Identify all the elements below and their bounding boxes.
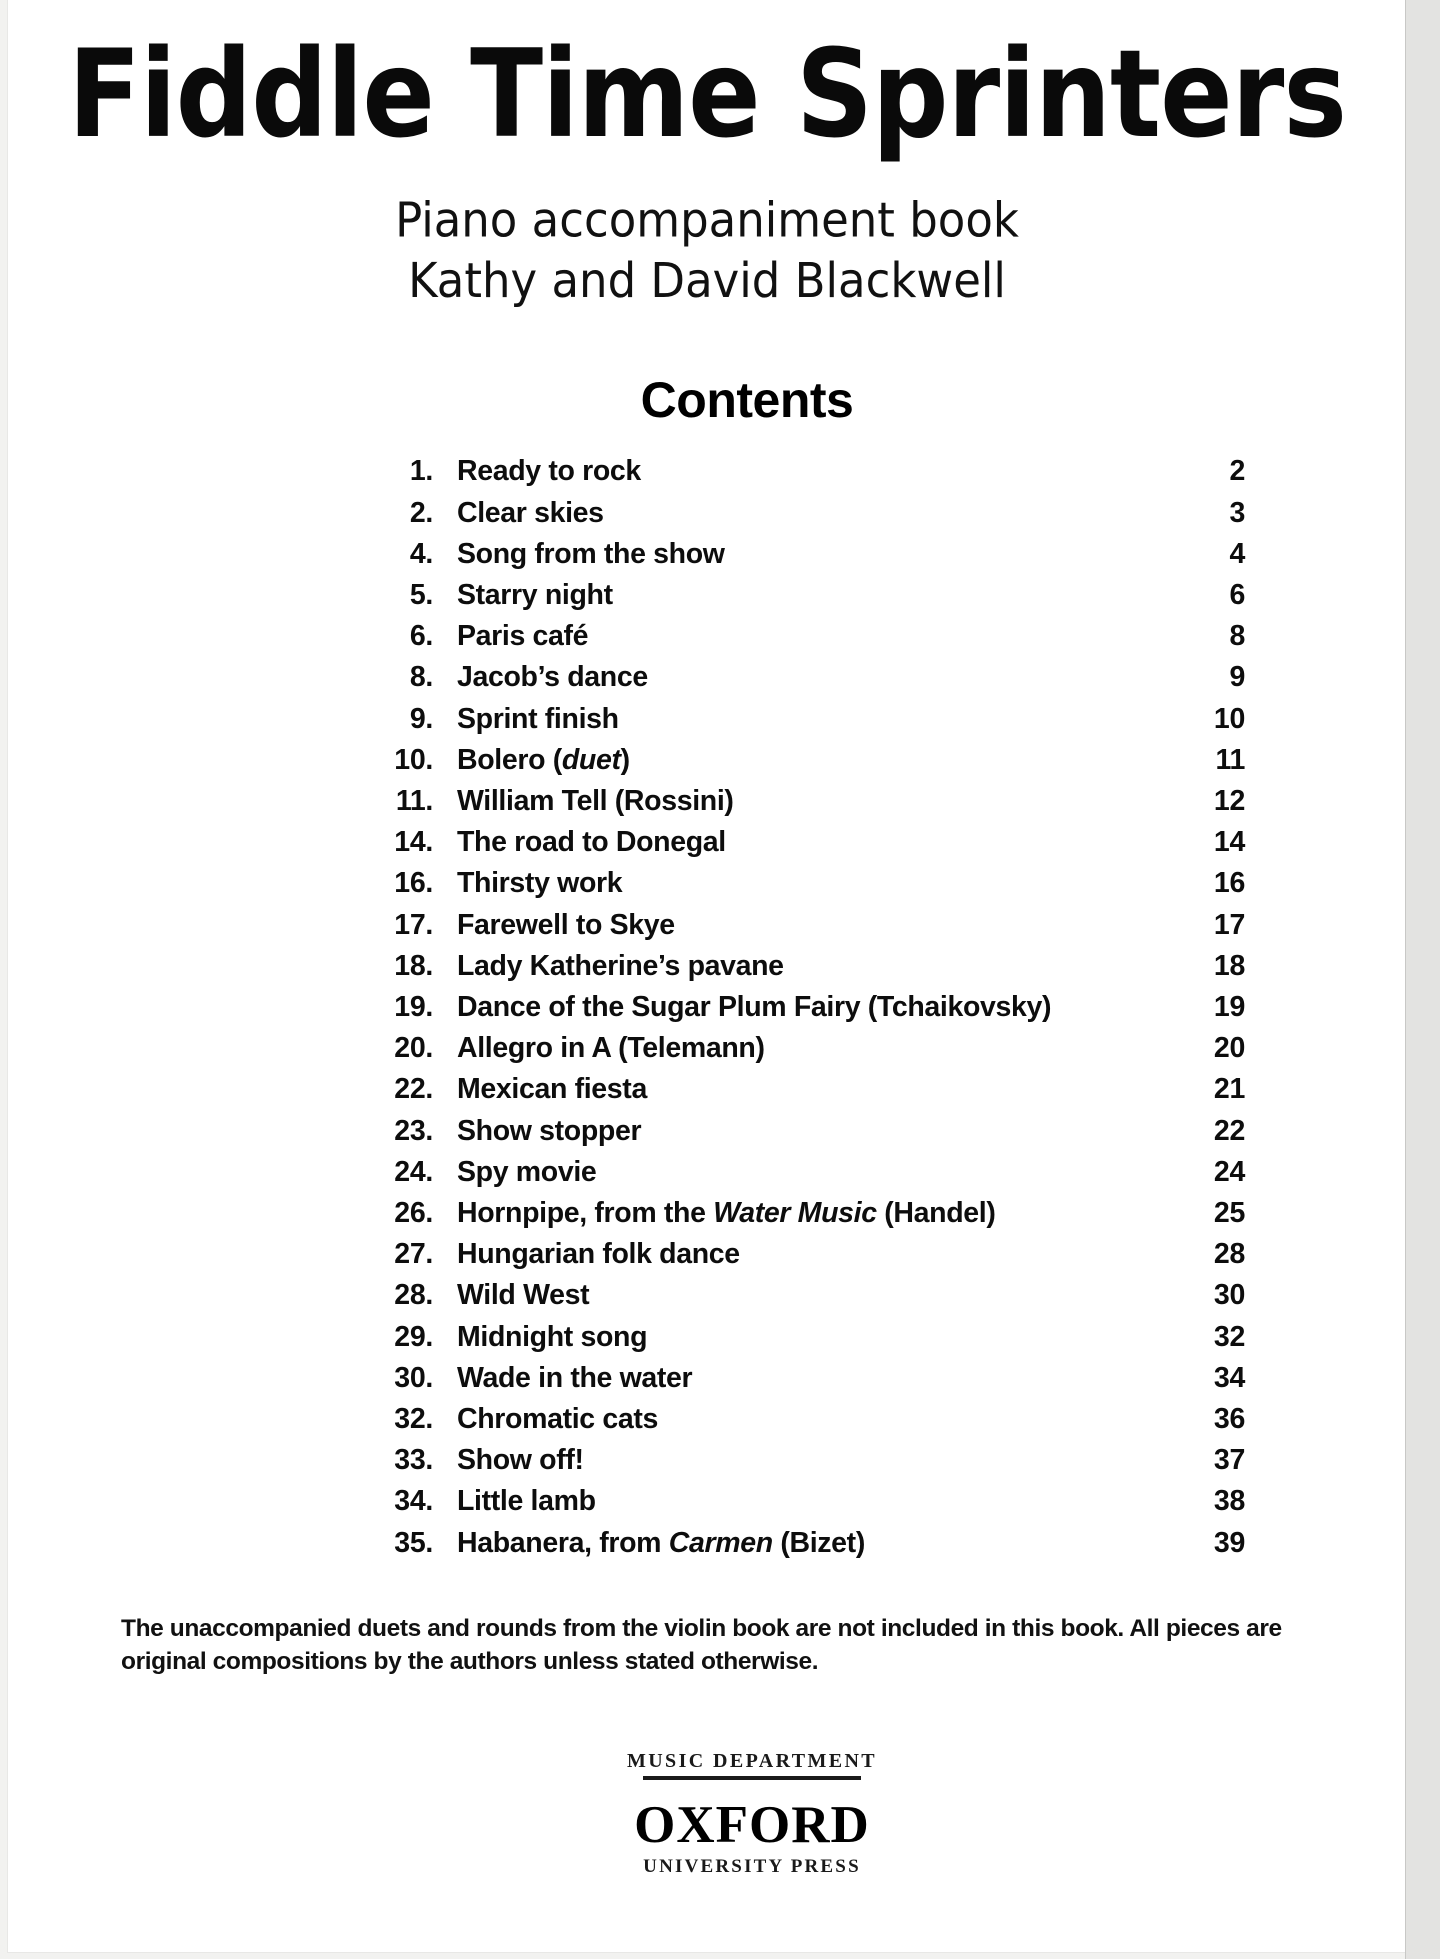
contents-entry[interactable] xyxy=(375,493,1245,534)
contents-entry[interactable] xyxy=(375,699,1245,740)
contents-entry-number: 8. xyxy=(409,661,433,694)
publisher-logo xyxy=(8,1750,1406,1878)
title-block xyxy=(8,0,1406,309)
contents-entry-number: 35. xyxy=(394,1526,433,1559)
contents-entry-page: 20 xyxy=(1213,1032,1245,1065)
contents-entry[interactable] xyxy=(375,822,1245,863)
contents-entry-number: 24. xyxy=(394,1155,433,1188)
page-title: Fiddle Time Sprinters xyxy=(67,25,1347,166)
contents-entry-title: Bolero (duet) xyxy=(457,743,630,776)
contents-entry-number: 14. xyxy=(394,826,433,859)
contents-entry-number: 17. xyxy=(394,908,433,941)
contents-entry-title: Song from the show xyxy=(457,537,725,570)
contents-entry-title: Dance of the Sugar Plum Fairy (Tchaikovsky) xyxy=(457,990,1052,1023)
contents-entry-title: Lady Katherine’s pavane xyxy=(457,949,784,982)
contents-entry-page: 8 xyxy=(1229,620,1245,653)
contents-entry[interactable] xyxy=(375,616,1245,657)
contents-entry-page: 14 xyxy=(1213,826,1245,859)
contents-entry-title: Little lamb xyxy=(457,1485,596,1518)
contents-entry-title: Clear skies xyxy=(457,496,604,529)
contents-entry-number: 1. xyxy=(409,455,433,488)
subtitle: Piano accompaniment book xyxy=(395,191,1019,249)
contents-entry[interactable] xyxy=(375,534,1245,575)
contents-entry-title: William Tell (Rossini) xyxy=(457,784,734,817)
contents-entry-page: 4 xyxy=(1229,537,1245,570)
contents-entry-title: Chromatic cats xyxy=(457,1403,659,1436)
contents-entry-title: Sprint finish xyxy=(457,702,619,735)
contents-entry-page: 28 xyxy=(1213,1238,1245,1271)
contents-heading: Contents xyxy=(640,372,854,429)
contents-entry-page: 39 xyxy=(1213,1526,1245,1559)
contents-entry-page: 24 xyxy=(1213,1155,1245,1188)
contents-entry-page: 17 xyxy=(1213,908,1245,941)
contents-entry-title: Hornpipe, from the Water Music (Handel) xyxy=(457,1197,996,1229)
contents-entry-page: 9 xyxy=(1229,661,1245,694)
contents-entry[interactable] xyxy=(375,740,1245,781)
contents-entry[interactable] xyxy=(375,1111,1245,1152)
contents-entry-number: 10. xyxy=(394,743,433,776)
contents-entry-number: 4. xyxy=(409,537,433,570)
contents-entry-page: 19 xyxy=(1213,990,1245,1023)
contents-entry-page: 16 xyxy=(1213,867,1245,900)
contents-entry-title: Ready to rock xyxy=(457,455,641,488)
contents-entry-page: 21 xyxy=(1213,1073,1245,1106)
contents-entry[interactable] xyxy=(375,1399,1245,1440)
contents-entry-page: 6 xyxy=(1229,578,1245,611)
contents-entry-page: 22 xyxy=(1213,1114,1245,1147)
page-content xyxy=(8,0,1406,1952)
contents-entry[interactable] xyxy=(375,1275,1245,1316)
contents-entry-title: Spy movie xyxy=(457,1155,597,1188)
contents-entry-number: 11. xyxy=(395,784,433,817)
contents-entry-number: 9. xyxy=(409,702,433,735)
contents-entry-title: Show stopper xyxy=(457,1114,642,1147)
contents-entry-number: 22. xyxy=(394,1073,433,1106)
contents-entry-title: Midnight song xyxy=(457,1320,648,1353)
contents-entry[interactable] xyxy=(375,1152,1245,1193)
contents-entry-page: 34 xyxy=(1213,1361,1245,1394)
contents-entry[interactable] xyxy=(375,1481,1245,1522)
contents-entry-page: 25 xyxy=(1213,1197,1245,1229)
contents-entry-title: Hungarian folk dance xyxy=(457,1238,740,1271)
book-cover-page xyxy=(8,0,1406,1952)
contents-entry-number: 33. xyxy=(394,1444,433,1477)
contents-entry[interactable] xyxy=(375,1523,1245,1564)
contents-entry-title: Paris café xyxy=(457,620,589,653)
contents-entry-number: 5. xyxy=(409,578,433,611)
contents-entry-title: Mexican fiesta xyxy=(457,1073,647,1106)
contents-entry-number: 23. xyxy=(394,1114,433,1147)
contents-entry-page: 18 xyxy=(1213,949,1245,982)
contents-entry-title: Wild West xyxy=(457,1279,590,1312)
contents-entry-page: 38 xyxy=(1213,1485,1245,1518)
contents-entry-title: Show off! xyxy=(457,1444,584,1477)
contents-entry-title: The road to Donegal xyxy=(457,826,726,859)
contents-entry[interactable] xyxy=(375,946,1245,987)
contents-entry-number: 18. xyxy=(394,949,433,982)
contents-entry-number: 28. xyxy=(394,1279,433,1312)
contents-entry[interactable] xyxy=(375,451,1245,492)
contents-entry-page: 10 xyxy=(1213,702,1245,735)
contents-entry-title: Wade in the water xyxy=(457,1361,693,1394)
contents-entry-number: 26. xyxy=(394,1197,433,1229)
contents-entry[interactable] xyxy=(375,1358,1245,1399)
contents-list xyxy=(375,451,1245,1563)
contents-entry[interactable] xyxy=(375,781,1245,822)
contents-entry-title: Thirsty work xyxy=(457,867,623,900)
contents-entry-number: 19. xyxy=(394,990,433,1023)
contents-entry[interactable] xyxy=(375,1317,1245,1358)
contents-entry-title: Jacob’s dance xyxy=(457,661,648,694)
contents-entry[interactable] xyxy=(375,1028,1245,1069)
contents-entry[interactable] xyxy=(375,1440,1245,1481)
contents-entry-page: 37 xyxy=(1213,1444,1245,1477)
page-gutter-shadow xyxy=(1405,0,1440,1959)
contents-entry-page: 32 xyxy=(1213,1320,1245,1353)
contents-entry-page: 12 xyxy=(1213,784,1245,817)
contents-entry-number: 30. xyxy=(394,1361,433,1394)
contents-entry-number: 2. xyxy=(409,496,433,529)
contents-entry-number: 6. xyxy=(409,620,433,653)
contents-entry[interactable] xyxy=(375,905,1245,946)
publisher-imprint: UNIVERSITY PRESS xyxy=(643,1856,861,1878)
contents-entry-number: 20. xyxy=(394,1032,433,1065)
footnote-text: The unaccompanied duets and rounds from the violin book are not included in this book. All pieces are original compositions by the authors unless stated otherwise. xyxy=(121,1614,1282,1675)
contents-entry-page: 11 xyxy=(1215,743,1245,776)
contents-entry-title: Habanera, from Carmen (Bizet) xyxy=(457,1526,865,1559)
contents-entry[interactable] xyxy=(375,657,1245,698)
contents-entry[interactable] xyxy=(375,1234,1245,1275)
contents-entry[interactable] xyxy=(375,1069,1245,1110)
contents-entry-number: 34. xyxy=(394,1485,433,1518)
contents-entry[interactable] xyxy=(375,1193,1245,1234)
contents-entry-number: 27. xyxy=(394,1238,433,1271)
contents-entry[interactable] xyxy=(375,863,1245,904)
contents-entry-page: 36 xyxy=(1213,1403,1245,1436)
contents-entry-page: 3 xyxy=(1229,496,1245,529)
contents-entry-title: Starry night xyxy=(457,578,613,611)
contents-entry-page: 2 xyxy=(1229,455,1245,488)
contents-entry-number: 32. xyxy=(394,1403,433,1436)
contents-entry[interactable] xyxy=(375,987,1245,1028)
publisher-name: OXFORD xyxy=(634,1795,870,1854)
contents-entry-title: Allegro in A (Telemann) xyxy=(457,1032,765,1065)
authors: Kathy and David Blackwell xyxy=(408,252,1006,309)
contents-entry-number: 29. xyxy=(394,1320,433,1353)
contents-entry-number: 16. xyxy=(394,867,433,900)
contents-entry-page: 30 xyxy=(1213,1279,1245,1312)
contents-entry[interactable] xyxy=(375,575,1245,616)
contents-entry-title: Farewell to Skye xyxy=(457,908,675,941)
publisher-department: MUSIC DEPARTMENT xyxy=(626,1749,878,1772)
